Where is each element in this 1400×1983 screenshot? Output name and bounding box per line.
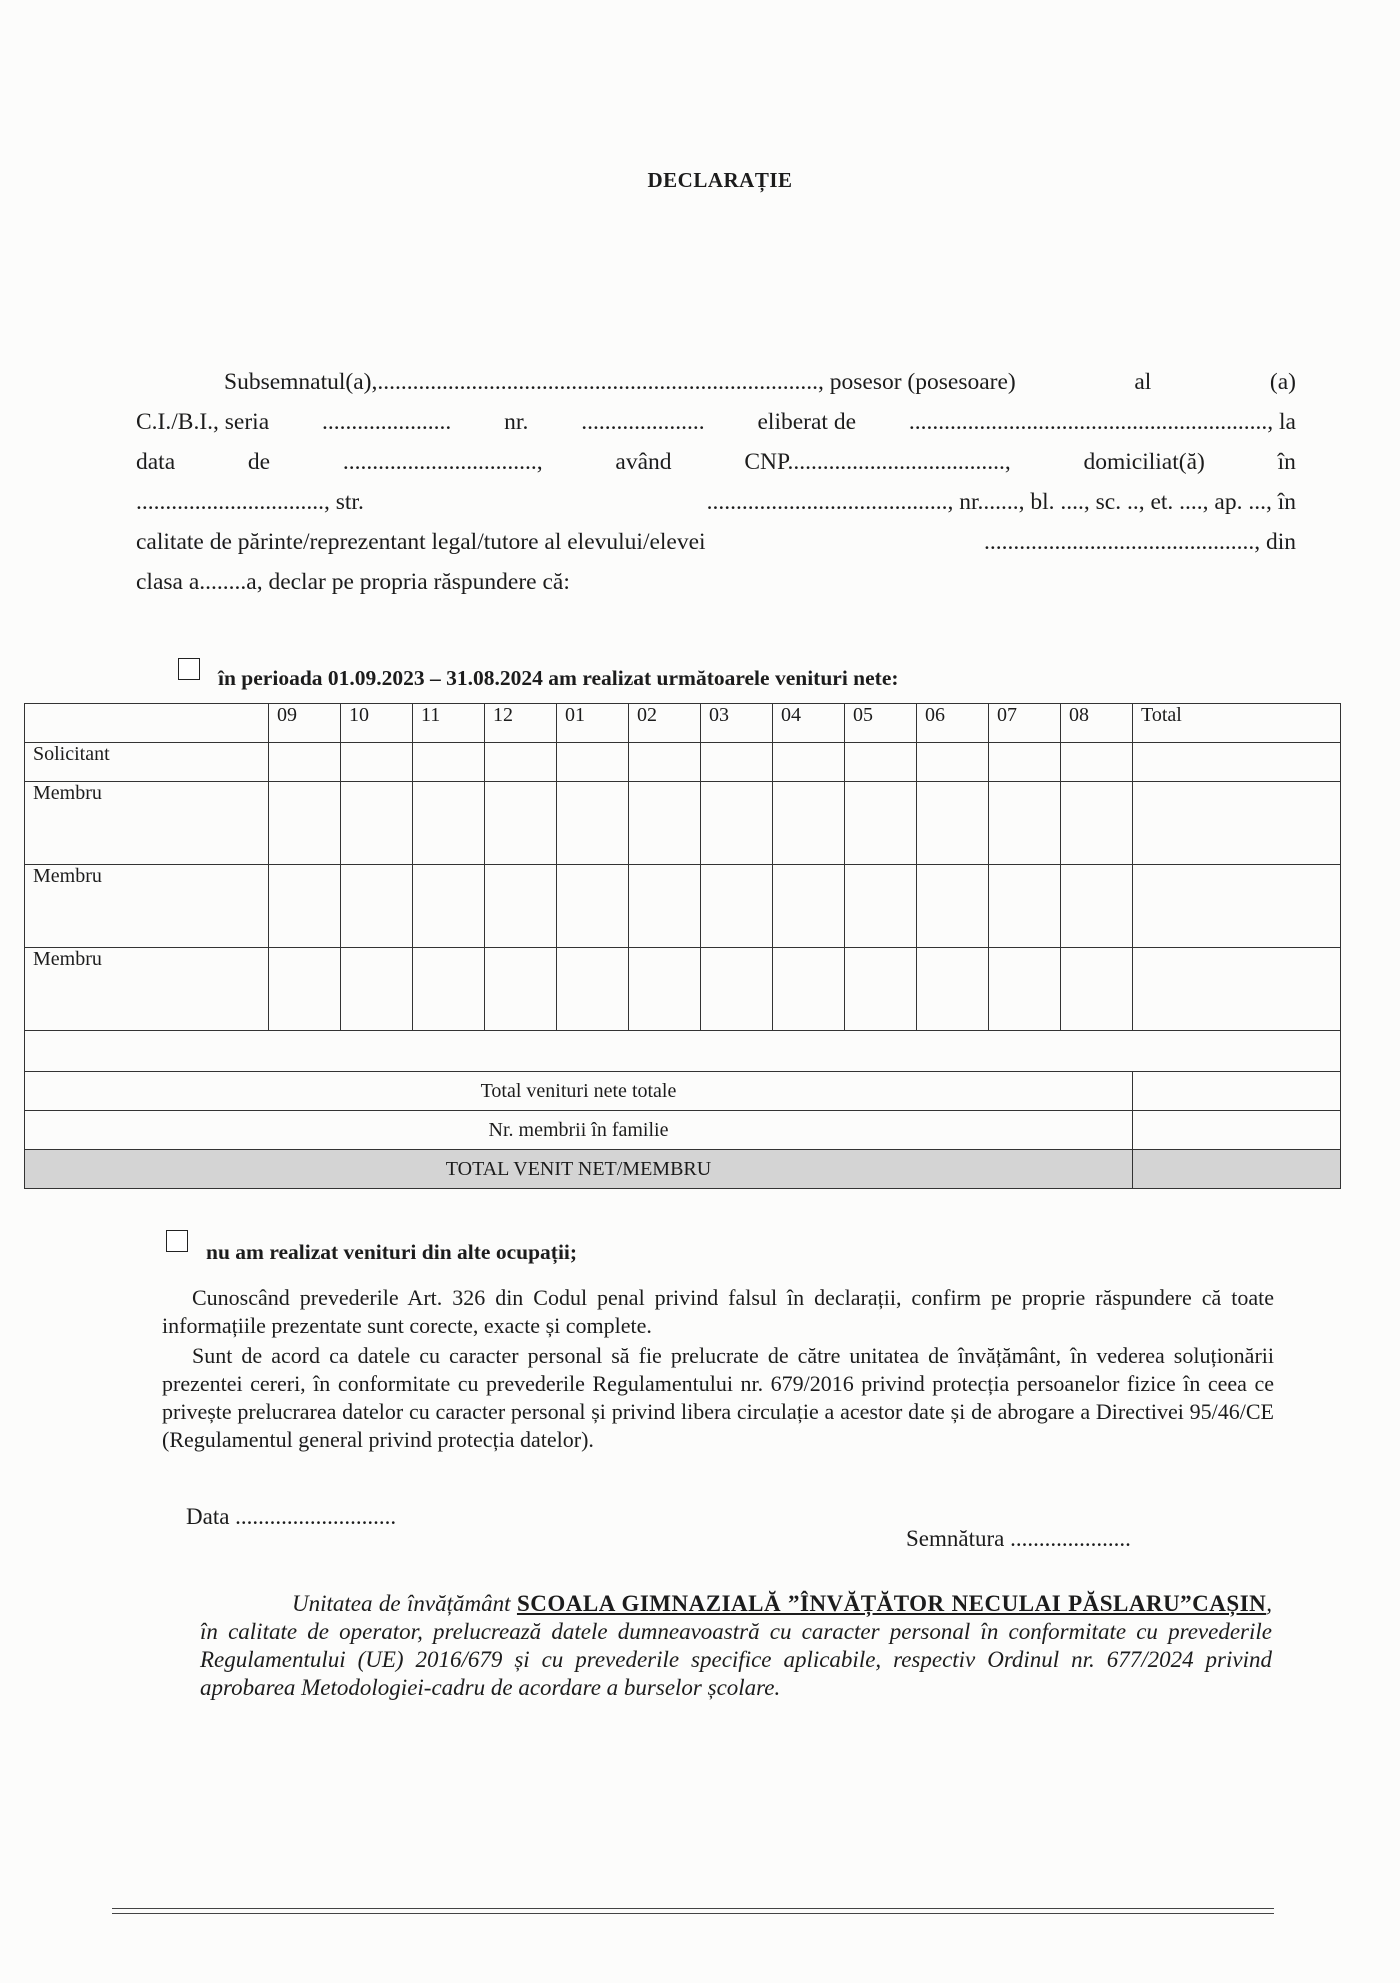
identity-line-segment: ..................... [581,409,705,435]
income-cell[interactable] [989,865,1061,948]
row-label-cell: Membru [25,782,269,865]
income-cell[interactable] [269,948,341,1031]
income-cell[interactable] [701,865,773,948]
identity-line-segment: calitate de părinte/reprezentant legal/tutore al elevului/elevei [136,529,706,555]
month-header-cell: 08 [1061,704,1133,743]
income-cell[interactable] [269,865,341,948]
table-row [25,743,1341,782]
identity-line-segment: clasa a........a, declar pe propria răspundere că: [136,569,570,595]
table-row [25,782,1341,865]
summary-value-cell[interactable] [1133,1150,1341,1189]
income-cell[interactable] [341,865,413,948]
income-cell[interactable] [1061,782,1133,865]
income-cell[interactable] [1061,743,1133,782]
identity-line-segment: ................................., [342,449,543,475]
identity-line [136,522,1296,562]
option-income-period-label: în perioada 01.09.2023 – 31.08.2024 am realizat următoarele venituri nete: [218,666,899,690]
income-cell[interactable] [341,782,413,865]
income-cell[interactable] [629,948,701,1031]
identity-line-segment: Subsemnatul(a),..........................................................................., posesor (posesoare) [224,369,1016,395]
month-header-cell: 01 [557,704,629,743]
table-header-row [25,704,1341,743]
row-label-cell: Membru [25,948,269,1031]
identity-line-segment: ................................, str. [136,489,364,515]
income-cell[interactable] [701,782,773,865]
income-cell[interactable] [917,948,989,1031]
table-blank-row [25,1031,1341,1072]
income-cell[interactable] [557,782,629,865]
income-cell[interactable] [413,948,485,1031]
income-cell[interactable] [485,743,557,782]
income-cell[interactable] [845,865,917,948]
income-cell[interactable] [413,782,485,865]
income-cell[interactable] [485,865,557,948]
data-consent-paragraph: Sunt de acord ca datele cu caracter personal să fie prelucrate de către unitatea de învățământ, în vederea soluționării prezentei cereri, în conformitate cu prevederile Regulamentului nr. 679/2016 privind protecția persoanelor fizice în ceea ce privește prelucrarea datelor cu caracter personal și privind libera circulație a acestor date și de abrogare a Directivei 95/46/CE (Regulamentul general privind protecția datelor). [162,1343,1274,1452]
identity-line-segment: având [615,449,672,475]
month-header-cell: 12 [485,704,557,743]
identity-line-segment: CNP....................................., [744,449,1011,475]
identity-line-segment: în [1277,449,1296,475]
signature-field[interactable]: Semnătura ..................... [906,1526,1131,1551]
month-header-cell: 06 [917,704,989,743]
income-cell[interactable] [701,948,773,1031]
summary-label-cell: TOTAL VENIT NET/MEMBRU [25,1150,1133,1189]
income-cell[interactable] [485,782,557,865]
income-cell[interactable] [629,782,701,865]
identity-line [136,442,1296,482]
identity-line [136,562,1296,602]
month-header-cell: 02 [629,704,701,743]
table-summary-row [25,1111,1341,1150]
footer-rule-bottom [112,1913,1274,1914]
income-cell[interactable] [269,743,341,782]
month-header-cell: 05 [845,704,917,743]
income-cell[interactable] [1133,743,1341,782]
document-title: DECLARAȚIE [647,168,793,192]
income-cell[interactable] [845,782,917,865]
footer-rule-top [112,1908,1274,1909]
option-no-income-label: nu am realizat venituri din alte ocupații; [206,1240,578,1264]
month-header-cell: 07 [989,704,1061,743]
summary-label-cell: Nr. membrii în familie [25,1111,1133,1150]
identity-line-segment: data [136,449,176,475]
row-label-cell: Solicitant [25,743,269,782]
income-cell[interactable] [773,948,845,1031]
gdpr-notice-prefix: Unitatea de învățământ [292,1591,517,1616]
income-cell[interactable] [773,743,845,782]
income-cell[interactable] [557,948,629,1031]
income-cell[interactable] [773,865,845,948]
income-cell[interactable] [557,743,629,782]
income-cell[interactable] [341,948,413,1031]
income-cell[interactable] [629,743,701,782]
identity-line-segment: al [1134,369,1152,395]
income-cell[interactable] [701,743,773,782]
income-cell[interactable] [1061,948,1133,1031]
identity-line-segment: domiciliat(ă) [1083,449,1205,475]
income-cell[interactable] [917,782,989,865]
identity-line-segment: ............................................................., la [908,409,1296,435]
income-cell[interactable] [917,865,989,948]
summary-label-cell: Total venituri nete totale [25,1072,1133,1111]
gdpr-notice [200,1590,1272,1702]
income-cell[interactable] [1133,865,1341,948]
month-header-cell: 10 [341,704,413,743]
checkbox-no-income[interactable] [166,1230,188,1252]
month-header-cell: 04 [773,704,845,743]
identity-line [136,362,1296,402]
identity-line-segment: C.I./B.I., seria [136,409,270,435]
table-row [25,948,1341,1031]
income-cell[interactable] [845,948,917,1031]
income-cell[interactable] [485,948,557,1031]
income-cell[interactable] [1133,782,1341,865]
identity-line-segment: ........................................., nr......., bl. ...., sc. .., et. ...., ap. ..., în [706,489,1296,515]
income-cell[interactable] [269,782,341,865]
income-table [24,703,1341,1189]
income-cell[interactable] [917,743,989,782]
gdpr-notice-text: , în calitate de operator, prelucrează datele dumneavoastră cu caracter personal în conformitate cu prevederile Regulamentului (UE) 2016/679 și cu prevederile specifice aplicabile, respectiv Ordinul nr. 677/2024 privind aprobarea Metodologiei-cadru de acordare a burselor școlare. [200,1591,1273,1700]
identity-line-segment: de [247,449,271,475]
income-cell[interactable] [845,743,917,782]
income-cell[interactable] [413,743,485,782]
table-summary-row [25,1150,1341,1189]
income-cell[interactable] [989,782,1061,865]
total-header-cell: Total [1133,704,1341,743]
income-cell[interactable] [1061,865,1133,948]
date-field[interactable]: Data ............................ [186,1504,397,1529]
month-header-cell: 03 [701,704,773,743]
identity-line-segment: ...................... [322,409,452,435]
income-cell[interactable] [1133,948,1341,1031]
identity-line-segment: eliberat de [757,409,856,435]
income-cell[interactable] [773,782,845,865]
income-cell[interactable] [629,865,701,948]
identity-line-segment: .............................................., din [983,529,1296,555]
income-cell[interactable] [413,865,485,948]
month-header-cell: 11 [413,704,485,743]
summary-value-cell[interactable] [1133,1111,1341,1150]
income-cell[interactable] [557,865,629,948]
income-cell[interactable] [989,743,1061,782]
school-name: SCOALA GIMNAZIALĂ ”ÎNVĂȚĂTOR NECULAI PĂSLARU”CAȘIN [516,1591,1267,1616]
identity-line [136,482,1296,522]
table-row [25,865,1341,948]
month-header-cell: 09 [269,704,341,743]
identity-line-segment: (a) [1269,369,1296,395]
checkbox-income-period[interactable] [178,658,200,680]
header-corner-cell [25,704,269,743]
table-summary-row [25,1072,1341,1111]
summary-value-cell[interactable] [1133,1072,1341,1111]
penal-code-paragraph: Cunoscând prevederile Art. 326 din Codul penal privind falsul în declarații, confirm pe proprie răspundere că toate informațiile prezentate sunt corecte, exacte și complete. [162,1285,1274,1338]
blank-cell [25,1031,1341,1072]
income-cell[interactable] [341,743,413,782]
identity-line [136,402,1296,442]
row-label-cell: Membru [25,865,269,948]
income-cell[interactable] [989,948,1061,1031]
identity-line-segment: nr. [504,409,529,435]
